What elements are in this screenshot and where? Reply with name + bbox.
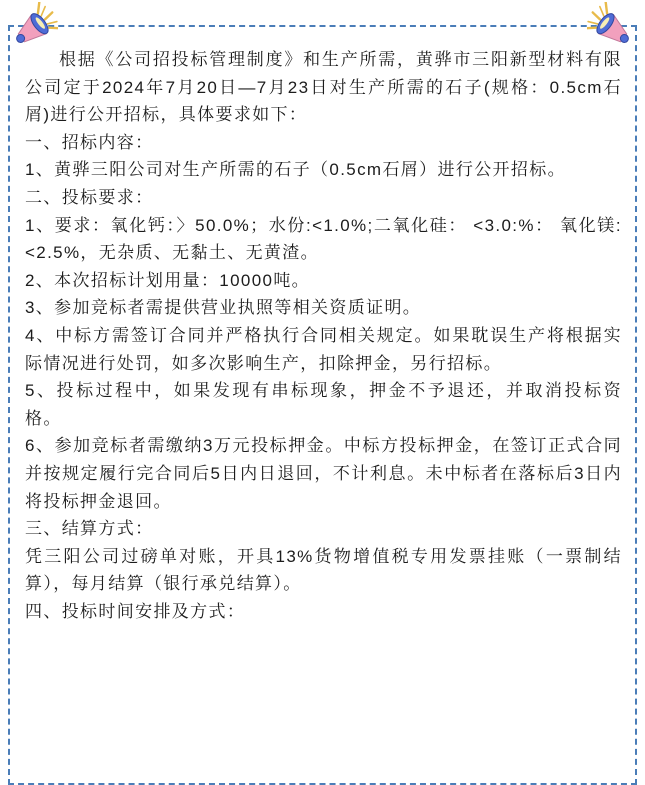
section-3-heading: 三、结算方式： <box>25 519 154 539</box>
intro-paragraph: 根据《公司招投标管理制度》和生产所需，黄骅市三阳新型材料有限公司定于2024年7月20日—7月23日对生产所需的石子(规格：0.5cm石屑)进行公开招标，具体要求如下： <box>25 50 622 125</box>
section-3-body: 凭三阳公司过磅单对账，开具13%货物增值税专用发票挂账（一票制结算），每月结算（银行承兑结算）。 <box>25 546 622 594</box>
section-2-item-4: 4、中标方需签订合同并严格执行合同相关规定。如果耽误生产将根据实际情况进行处罚，如多次影响生产，扣除押金，另行招标。 <box>25 325 622 373</box>
section-2-item-3: 3、参加竞标者需提供营业执照等相关资质证明。 <box>25 298 422 318</box>
section-2-item-2: 2、本次招标计划用量：10000吨。 <box>25 270 311 290</box>
section-1-heading: 一、招标内容： <box>25 132 154 152</box>
megaphone-icon <box>10 2 58 50</box>
megaphone-icon <box>587 2 635 50</box>
section-4-heading: 四、投标时间安排及方式： <box>25 601 246 621</box>
document-body <box>25 46 622 625</box>
section-1-item: 1、黄骅三阳公司对生产所需的石子（0.5cm石屑）进行公开招标。 <box>25 160 566 180</box>
section-2-item-6: 6、参加竞标者需缴纳3万元投标押金。中标方投标押金，在签订正式合同并按规定履行完合同后5日内日退回，不计利息。未中标者在落标后3日内将投标押金退回。 <box>25 436 622 511</box>
section-2-heading: 二、投标要求： <box>25 187 154 207</box>
section-2-item-1: 1、要求：氧化钙：〉50.0%；水份:<1.0%;二氧化硅： <3.0:%： 氧化镁: <2.5%，无杂质、无黏土、无黄渣。 <box>25 215 622 263</box>
section-2-item-5: 5、投标过程中，如果发现有串标现象，押金不予退还，并取消投标资格。 <box>25 381 622 428</box>
